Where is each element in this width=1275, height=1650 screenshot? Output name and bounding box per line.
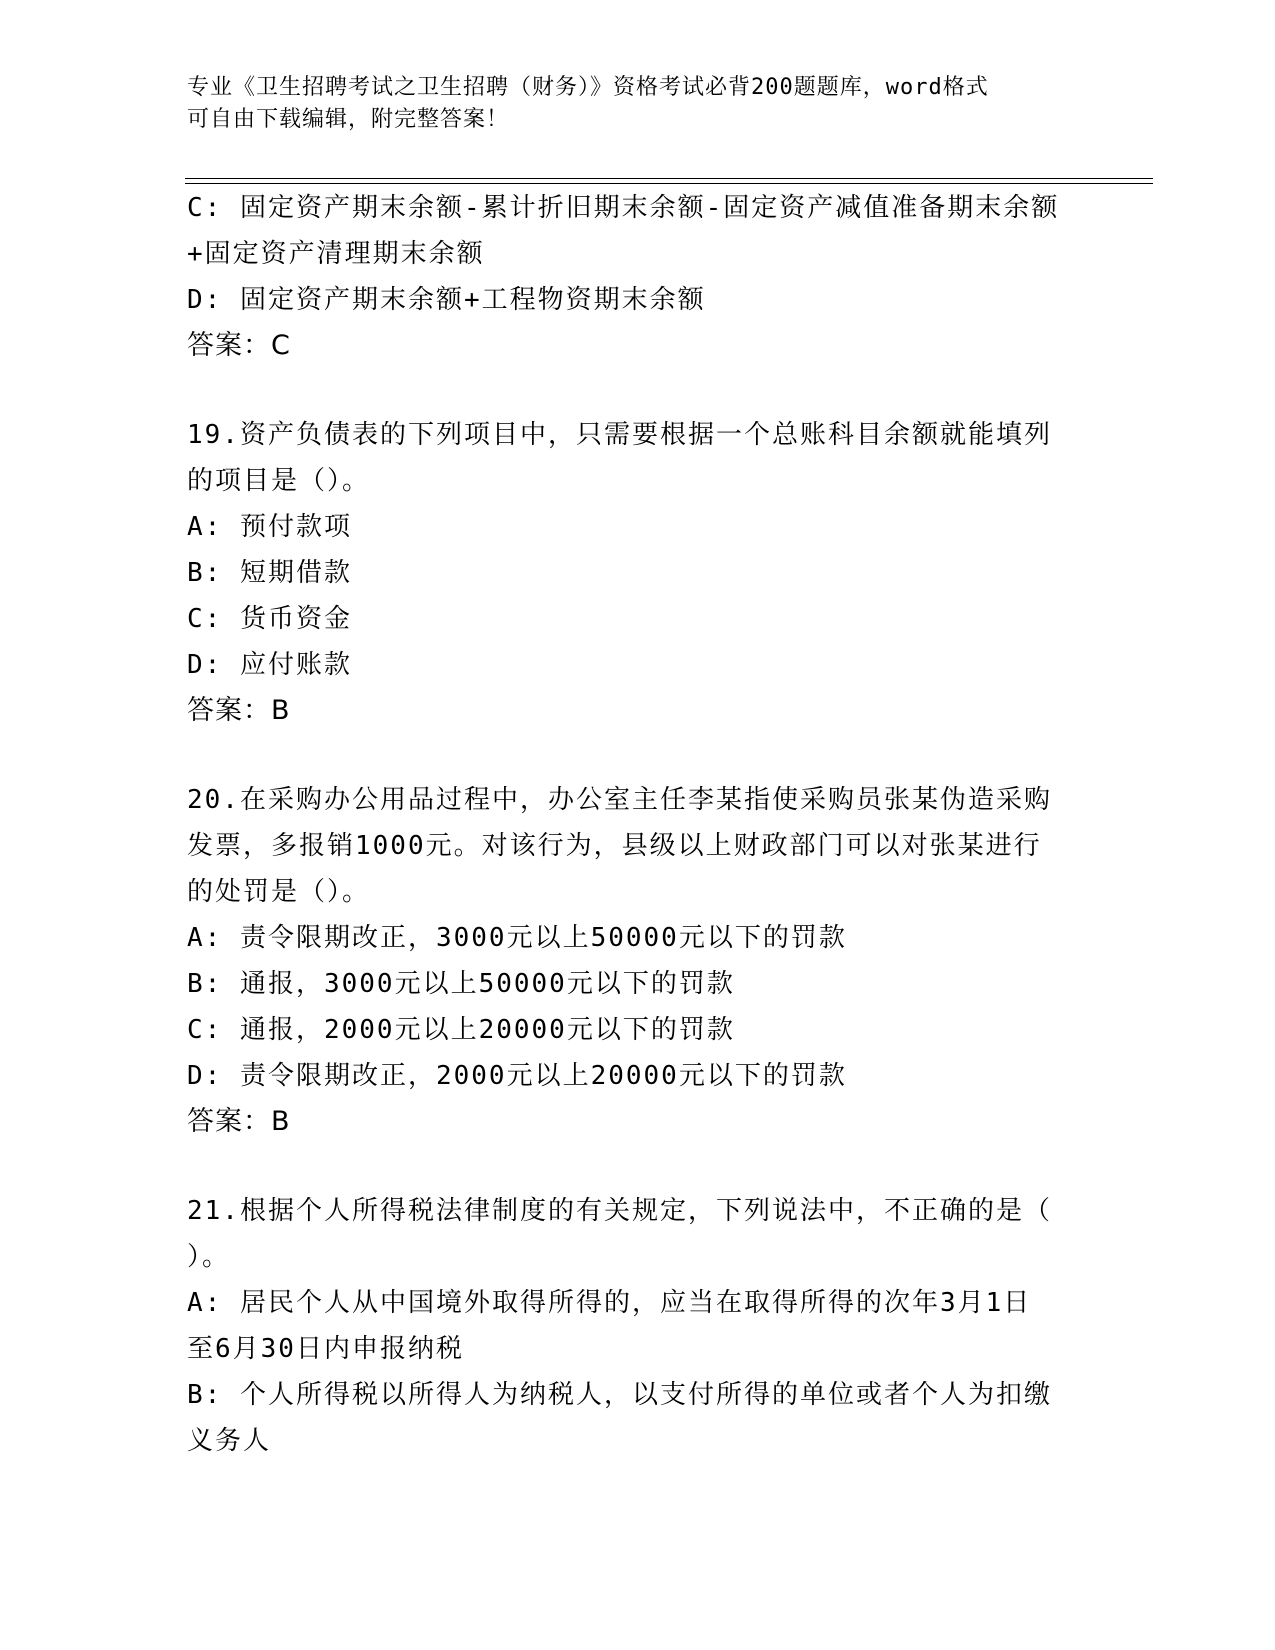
spacer xyxy=(187,1145,1087,1188)
option-c: C: 通报，2000元以上20000元以下的罚款 xyxy=(187,1015,735,1045)
question-stem-line-2: 的项目是（）。 xyxy=(187,466,371,496)
option-d: D: 应付账款 xyxy=(187,650,352,680)
question-stem-line-2: ）。 xyxy=(187,1242,231,1272)
option-c: C: 货币资金 xyxy=(187,604,352,634)
header-rule-bottom xyxy=(185,183,1153,184)
previous-question-tail xyxy=(187,185,1087,369)
header-title-line-1: 专业《卫生招聘考试之卫生招聘（财务）》资格考试必背200题题库，word格式 xyxy=(187,75,989,100)
header-title-line-2: 可自由下载编辑，附完整答案！ xyxy=(187,107,510,132)
question-20 xyxy=(187,777,1087,1145)
question-stem-line-1: 19.资产负债表的下列项目中，只需要根据一个总账科目余额就能填列 xyxy=(187,420,1052,450)
option-c-line-2: +固定资产清理期末余额 xyxy=(187,239,485,269)
option-a-line-2: 至6月30日内申报纳税 xyxy=(187,1334,464,1364)
question-19 xyxy=(187,412,1087,734)
option-a-line-1: A: 居民个人从中国境外取得所得的，应当在取得所得的次年3月1日 xyxy=(187,1288,1032,1318)
question-stem-line-1: 21.根据个人所得税法律制度的有关规定，下列说法中，不正确的是（ xyxy=(187,1196,1052,1226)
question-stem-line-1: 20.在采购办公用品过程中，办公室主任李某指使采购员张某伪造采购 xyxy=(187,785,1052,815)
header-rule-top xyxy=(185,178,1153,179)
question-21 xyxy=(187,1188,1087,1464)
option-d: D: 责令限期改正，2000元以上20000元以下的罚款 xyxy=(187,1061,847,1091)
question-stem-line-2: 发票，多报销1000元。对该行为，县级以上财政部门可以对张某进行 xyxy=(187,831,1042,861)
option-d: D: 固定资产期末余额+工程物资期末余额 xyxy=(187,285,706,315)
option-a: A: 预付款项 xyxy=(187,512,352,542)
answer-line: 答案：C xyxy=(187,330,291,361)
option-b-line-1: B: 个人所得税以所得人为纳税人，以支付所得的单位或者个人为扣缴 xyxy=(187,1380,1052,1410)
spacer xyxy=(187,734,1087,777)
option-c-line-1: C: 固定资产期末余额-累计折旧期末余额-固定资产减值准备期末余额 xyxy=(187,193,1060,223)
option-b: B: 短期借款 xyxy=(187,558,352,588)
question-content xyxy=(187,185,1087,1464)
document-header xyxy=(187,72,1067,136)
option-b: B: 通报，3000元以上50000元以下的罚款 xyxy=(187,969,735,999)
option-b-line-2: 义务人 xyxy=(187,1426,272,1456)
answer-line: 答案：B xyxy=(187,695,291,726)
answer-line: 答案：B xyxy=(187,1106,291,1137)
option-a: A: 责令限期改正，3000元以上50000元以下的罚款 xyxy=(187,923,847,953)
spacer xyxy=(187,369,1087,412)
question-stem-line-3: 的处罚是（）。 xyxy=(187,877,371,907)
